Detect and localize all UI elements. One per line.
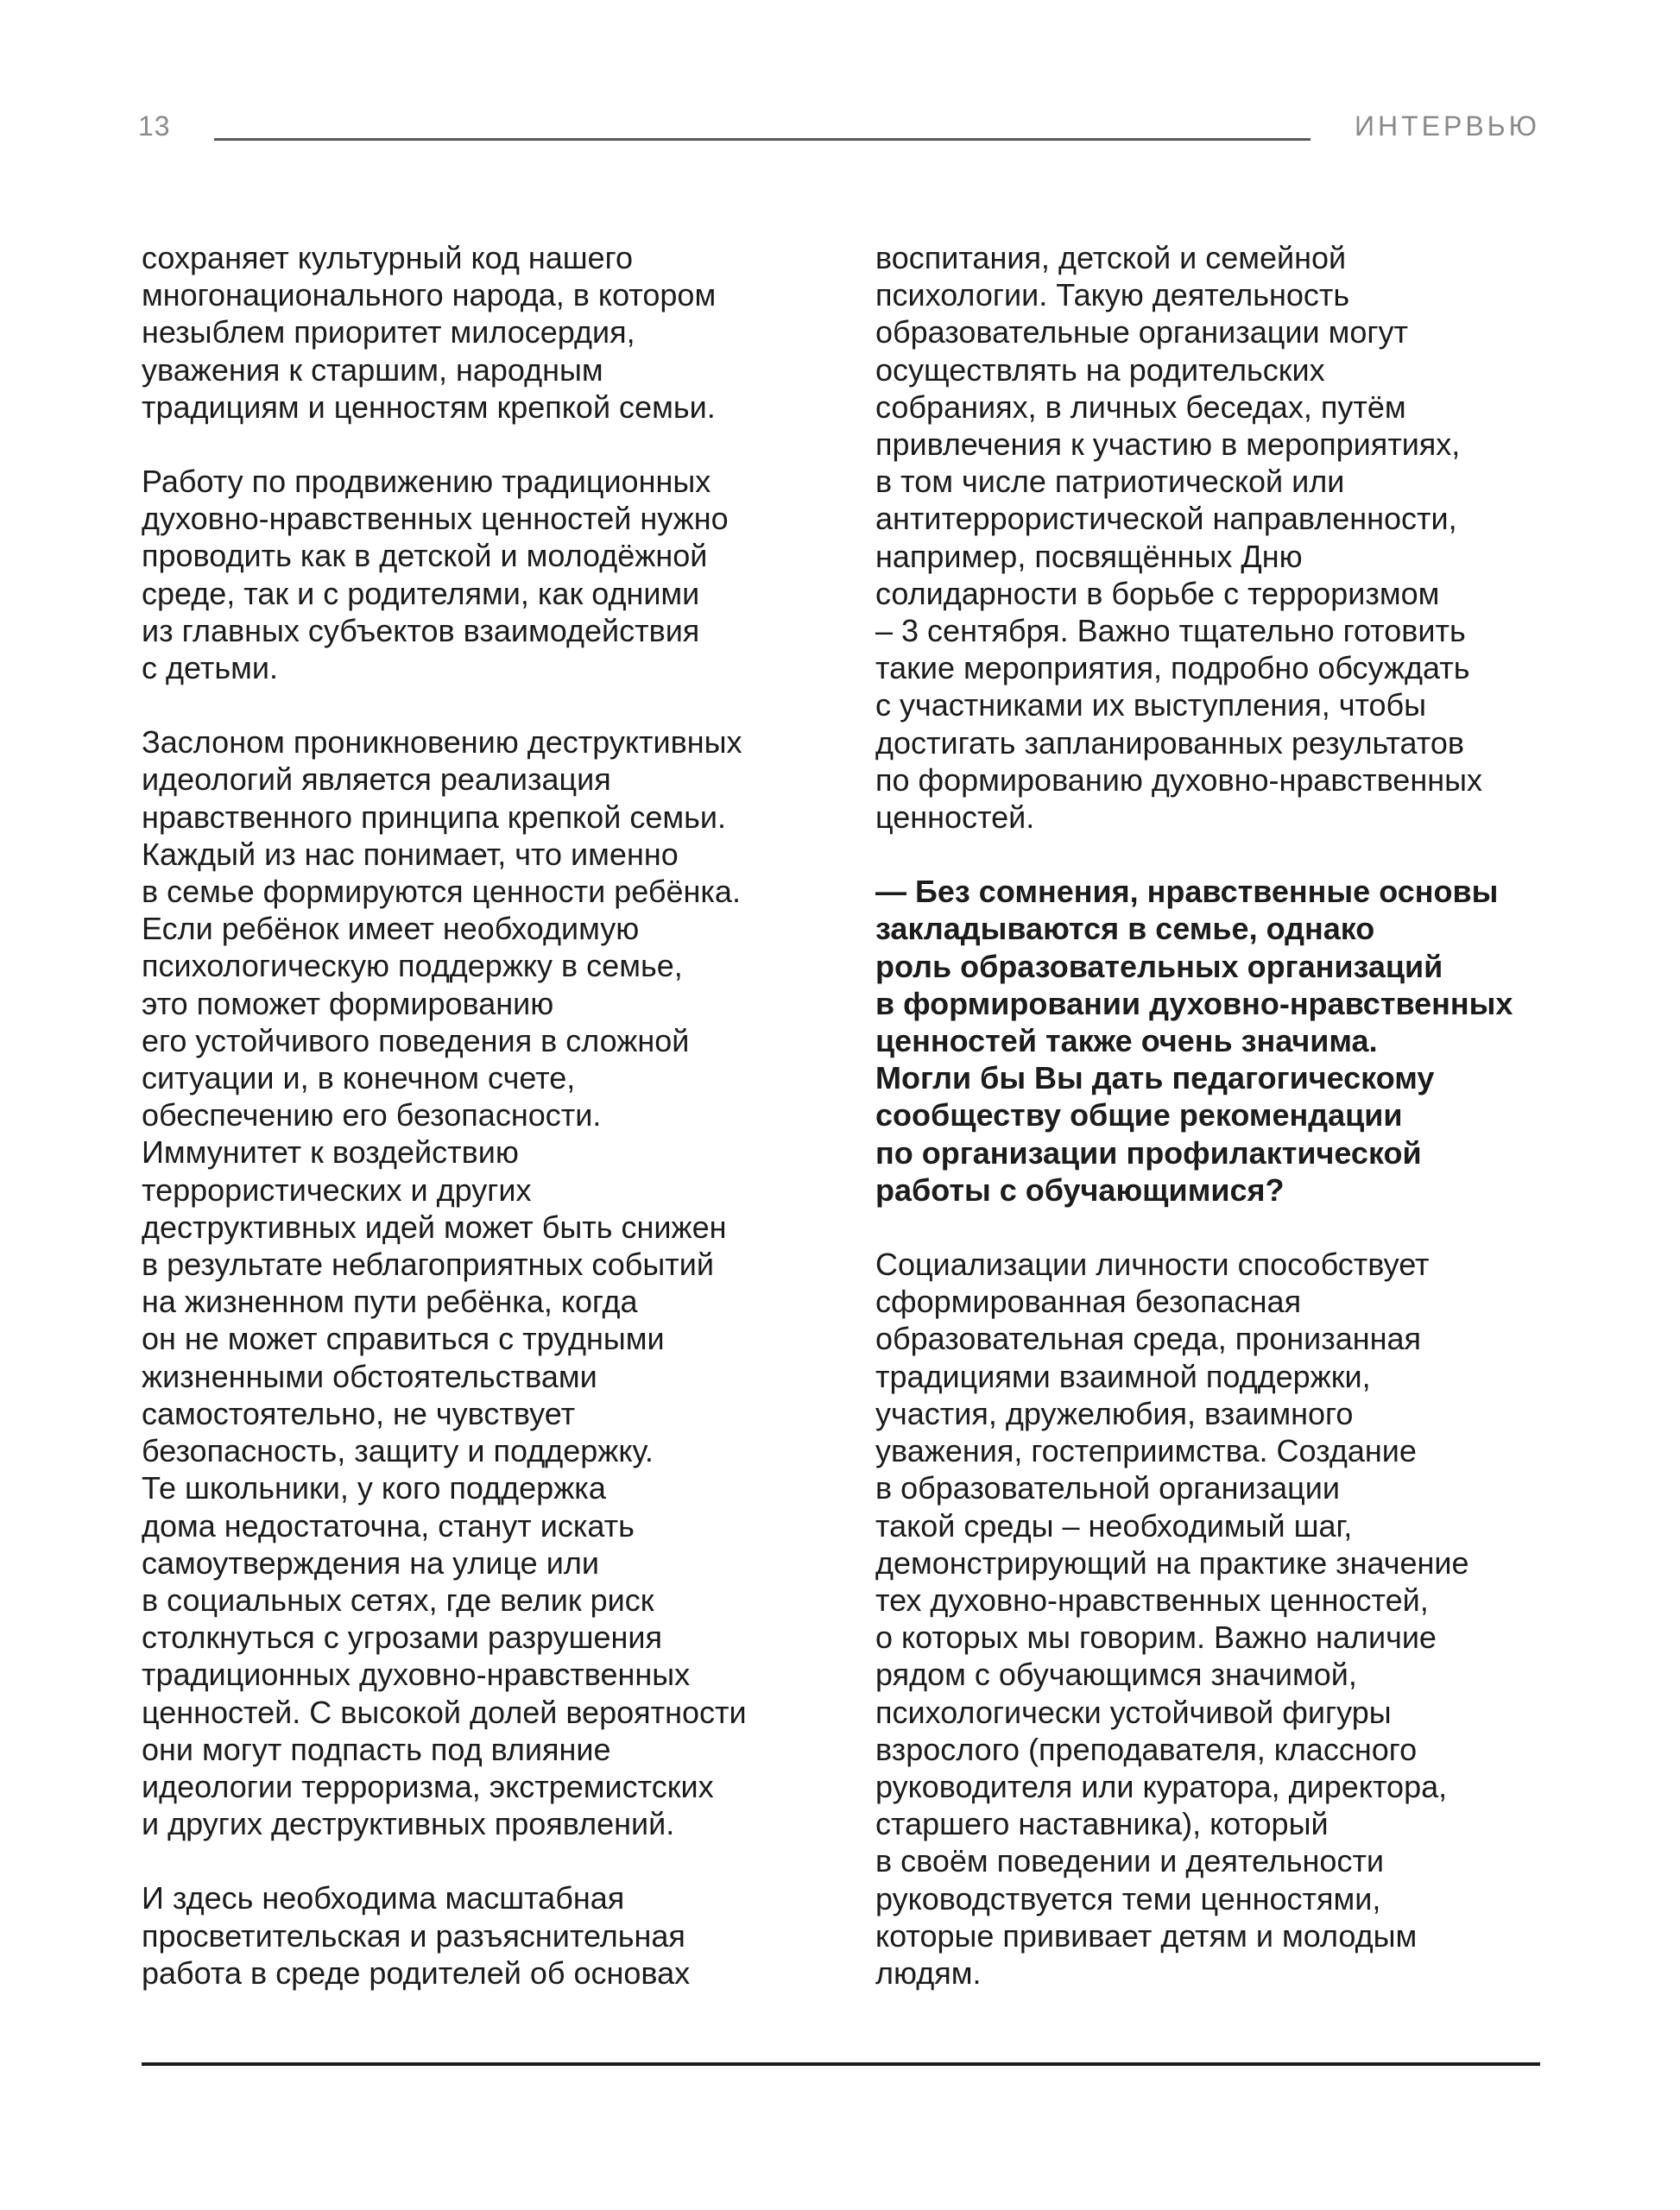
text-line: такие мероприятия, подробно обсуждать [875,650,1470,686]
text-line: обеспечению его безопасности. [142,1097,602,1133]
page-number: 13 [138,110,171,142]
text-line: людям. [875,1954,982,1991]
text-line: участия, дружелюбия, взаимного [875,1395,1354,1431]
text-line: из главных субъектов взаимодействия [142,612,700,648]
text-line: Иммунитет к воздействию [142,1134,519,1171]
text-line: сформированная безопасная [875,1284,1302,1320]
text-line: с участниками их выступления, чтобы [875,687,1427,723]
question-line: ценностей также очень значима. [875,1023,1378,1059]
text-line: в том числе патриотической или [875,464,1345,500]
question-line: сообществу общие рекомендации [875,1097,1403,1133]
question-line: роль образовательных организаций [875,948,1443,984]
text-line: демонстрирующий на практике значение [875,1544,1469,1581]
text-line: о которых мы говорим. Важно наличие [875,1620,1437,1656]
text-line: солидарности в борьбе с терроризмом [875,575,1440,611]
text-line: Работу по продвижению традиционных [142,464,711,500]
text-line: которые прививает детям и молодым [875,1917,1418,1954]
text-line: и других деструктивных проявлений. [142,1806,675,1842]
text-line: собраниях, в личных беседах, путём [875,388,1406,425]
text-line: психологически устойчивой фигуры [875,1694,1392,1730]
text-line: по формированию духовно-нравственных [875,761,1482,798]
text-line: идеологии терроризма, экстремистских [142,1768,714,1804]
section-label: ИНТЕРВЬЮ [1354,110,1540,142]
text-line: образовательные организации могут [875,314,1408,350]
text-line: деструктивных идей может быть снижен [142,1209,727,1245]
text-line: самостоятельно, не чувствует [142,1395,576,1431]
text-line: рядом с обучающимся значимой, [875,1657,1357,1693]
text-line: проводить как в детской и молодёжной [142,538,708,574]
text-line: Каждый из нас понимает, что именно [142,836,679,872]
text-line: привлечения к участию в мероприятиях, [875,426,1461,463]
text-line: ситуации и, в конечном счете, [142,1060,576,1096]
paragraph [142,463,815,686]
text-line: столкнуться с угрозами разрушения [142,1620,662,1656]
text-line: руководствуется теми ценностями, [875,1880,1381,1916]
text-line: в социальных сетях, где велик риск [142,1582,654,1618]
text-line: Социализации личности способствует [875,1247,1430,1283]
question-line: в формировании духовно-нравственных [875,985,1513,1021]
paragraph [875,239,1549,836]
text-line: безопасность, защиту и поддержку. [142,1433,654,1469]
text-line: самоутверждения на улице или [142,1544,599,1581]
text-line: старшего наставника), который [875,1806,1329,1842]
text-line: – 3 сентября. Важно тщательно готовить [875,613,1466,649]
text-line: руководителя или куратора, директора, [875,1768,1448,1804]
text-line: уважения к старшим, народным [142,351,603,388]
paragraph [875,1246,1549,1992]
text-line: Если ребёнок имеет необходимую [142,911,640,947]
text-line: с детьми. [142,650,278,686]
text-line: духовно-нравственных ценностей нужно [142,501,729,537]
text-line: в своём поведении и деятельности [875,1843,1385,1879]
text-line: сохраняет культурный код нашего [142,240,634,275]
paragraph [142,1879,815,1992]
text-line: достигать запланированных результатов [875,724,1464,761]
text-line: жизненными обстоятельствами [142,1358,597,1394]
text-line: традиционных духовно-нравственных [142,1657,691,1693]
text-line: в результате неблагоприятных событий [142,1247,714,1283]
text-line: его устойчивого поведения в сложной [142,1022,690,1058]
text-line: нравственного принципа крепкой семьи. [142,799,726,835]
text-line: многонационального народа, в котором [142,277,717,313]
text-line: воспитания, детской и семейной [875,240,1347,275]
text-line: психологическую поддержку в семье, [142,948,683,984]
text-line: тех духовно-нравственных ценностей, [875,1582,1429,1618]
question-line: Могли бы Вы дать педагогическому [875,1060,1435,1096]
text-line: незыблем приоритет милосердия, [142,314,635,350]
paragraph [142,723,815,1842]
text-line: он не может справиться с трудными [142,1321,665,1357]
text-line: это поможет формированию [142,985,554,1021]
text-line: такой среды – необходимый шаг, [875,1507,1353,1544]
text-line: на жизненном пути ребёнка, когда [142,1284,638,1320]
text-line: образовательная среда, пронизанная [875,1321,1422,1357]
text-line: антитеррористической направленности, [875,501,1457,537]
text-line: например, посвящённых Дню [875,538,1303,574]
text-line: просветительская и разъяснительная [142,1917,685,1954]
text-line: ценностей. [875,799,1035,836]
text-line: в семье формируются ценности ребёнка. [142,874,741,910]
text-line: традициям и ценностям крепкой семьи. [142,388,716,425]
text-line: идеологий является реализация [142,761,611,798]
text-line: уважения, гостеприимства. Создание [875,1433,1417,1469]
question-line: по организации профилактической [875,1134,1422,1171]
question-line: закладываются в семье, однако [875,911,1375,947]
text-line: взрослого (преподавателя, классного [875,1731,1418,1767]
text-line: террористических и других [142,1171,532,1208]
text-line: традициями взаимной поддержки, [875,1358,1371,1394]
text-line: Заслоном проникновению деструктивных [142,724,742,761]
footer-divider [142,2062,1540,2066]
text-line: психологии. Такую деятельность [875,277,1350,313]
paragraph [142,239,815,426]
question-line: — Без сомнения, нравственные основы [875,874,1499,910]
article-column-right [875,239,1549,2029]
header-divider [214,138,1311,141]
text-line: осуществлять на родительских [875,351,1325,388]
text-line: Те школьники, у кого поддержка [142,1470,606,1506]
interview-question [875,873,1549,1209]
text-line: среде, так и с родителями, как одними [142,575,700,611]
article-column-left [142,239,815,2029]
text-line: И здесь необходима масштабная [142,1880,625,1916]
text-line: они могут подпасть под влияние [142,1731,611,1767]
question-line: работы с обучающимися? [875,1171,1285,1208]
text-line: работа в среде родителей об основах [142,1954,691,1991]
text-line: в образовательной организации [875,1470,1340,1506]
text-line: ценностей. С высокой долей вероятности [142,1694,747,1730]
text-line: дома недостаточна, станут искать [142,1507,635,1544]
